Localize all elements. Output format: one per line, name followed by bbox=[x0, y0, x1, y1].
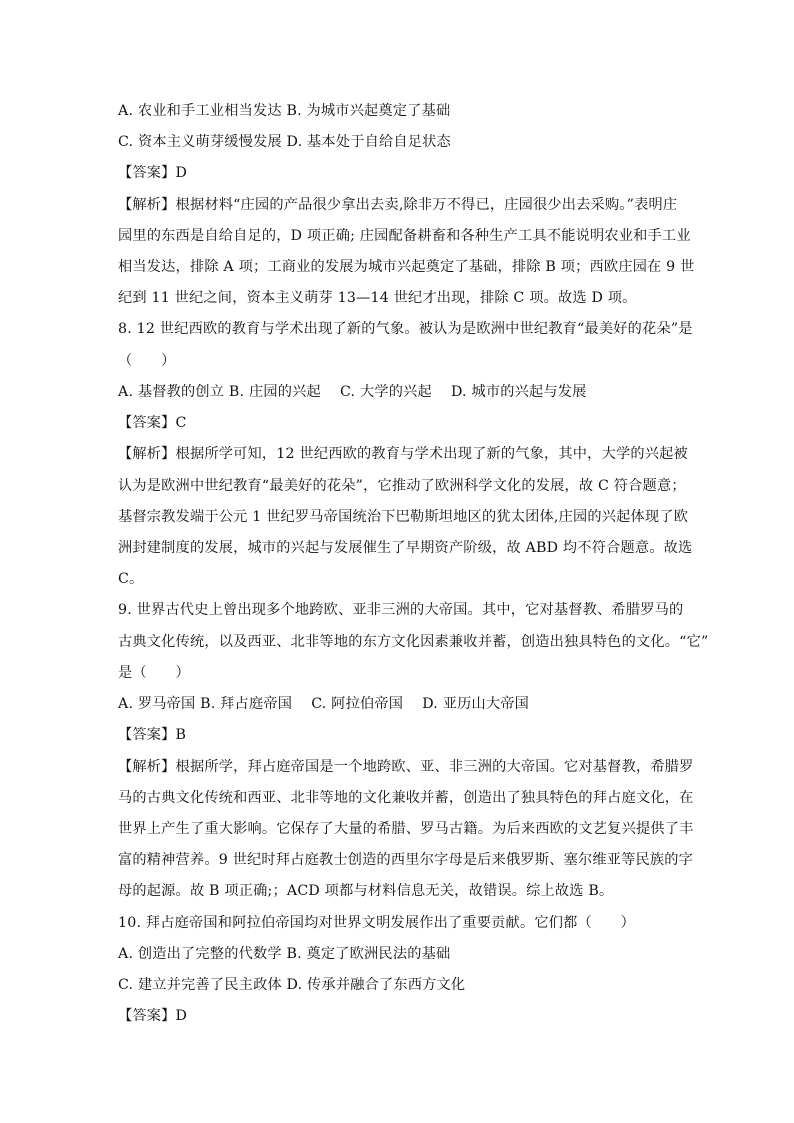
analysis-line: 母的起源。故 B 项正确;；ACD 项都与材料信息无关，故错误。综上故选 B。 bbox=[118, 883, 614, 899]
analysis-line: 纪到 11 世纪之间，资本主义萌芽 13—14 世纪才出现，排除 C 项。故选 D 项。 bbox=[118, 290, 637, 306]
option-line: A. 农业和手工业相当发达 B. 为城市兴起奠定了基础 bbox=[118, 103, 451, 119]
answer-line: 【答案】D bbox=[118, 1008, 188, 1024]
analysis-line: 认为是欧洲中世纪教育“最美好的花朵”，它推动了欧洲科学文化的发展，故 C 符合题意； bbox=[118, 478, 686, 494]
analysis-line: 洲封建制度的发展，城市的兴起与发展催生了早期资产阶级，故 ABD 均不符合题意。故选 bbox=[118, 540, 693, 556]
analysis-line: 【解析】根据所学可知，12 世纪西欧的教育与学术出现了新的气象，其中，大学的兴起被 bbox=[118, 446, 688, 462]
option-line: A. 基督教的创立 B. 庄园的兴起 C. 大学的兴起 D. 城市的兴起与发展 bbox=[118, 384, 587, 400]
option-line: C. 资本主义萌芽缓慢发展 D. 基本处于自给自足状态 bbox=[118, 134, 451, 150]
option-line: A. 罗马帝国 B. 拜占庭帝国 C. 阿拉伯帝国 D. 亚历山大帝国 bbox=[118, 696, 530, 712]
question-line: 10. 拜占庭帝国和阿拉伯帝国均对世界文明发展作出了重要贡献。它们都（ ） bbox=[118, 915, 636, 931]
analysis-line: 园里的东西是自给自足的，D 项正确; 庄园配备耕畜和各种生产工具不能说明农业和手工业 bbox=[118, 228, 691, 244]
analysis-line: 马的古典文化传统和西亚、北非等地的文化兼收并蓄，创造出了独具特色的拜占庭文化，在 bbox=[118, 790, 694, 806]
analysis-line: 相当发达，排除 A 项；工商业的发展为城市兴起奠定了基础，排除 B 项；西欧庄园在 9 世 bbox=[118, 259, 695, 275]
question-line: 古典文化传统，以及西亚、北非等地的东方文化因素兼收并蓄，创造出独具特色的文化。“它” bbox=[118, 634, 709, 650]
option-line: C. 建立并完善了民主政体 D. 传承并融合了东西方文化 bbox=[118, 977, 466, 993]
analysis-line: 世界上产生了重大影响。它保存了大量的希腊、罗马古籍。为后来西欧的文艺复兴提供了丰 bbox=[118, 821, 694, 837]
analysis-line: 基督宗教发端于公元 1 世纪罗马帝国统治下巴勒斯坦地区的犹太团体,庄园的兴起体现了欧 bbox=[118, 509, 689, 525]
option-line: A. 创造出了完整的代数学 B. 奠定了欧洲民法的基础 bbox=[118, 946, 451, 962]
analysis-line: 富的精神营养。9 世纪时拜占庭教士创造的西里尔字母是后来俄罗斯、塞尔维亚等民族的字 bbox=[118, 852, 694, 868]
answer-line: 【答案】D bbox=[118, 165, 188, 181]
answer-line: 【答案】B bbox=[118, 727, 187, 743]
question-line: （ ） bbox=[118, 353, 176, 369]
question-line: 8. 12 世纪西欧的教育与学术出现了新的气象。被认为是欧洲中世纪教育“最美好的花朵”是 bbox=[118, 321, 693, 337]
analysis-line: 【解析】根据所学，拜占庭帝国是一个地跨欧、亚、非三洲的大帝国。它对基督教，希腊罗 bbox=[118, 759, 694, 775]
question-line: 9. 世界古代史上曾出现多个地跨欧、亚非三洲的大帝国。其中，它对基督教、希腊罗马的 bbox=[118, 602, 684, 618]
analysis-line: 【解析】根据材料“庄园的产品很少拿出去卖,除非万不得已，庄园很少出去采购。”表明庄 bbox=[118, 197, 678, 213]
answer-line: 【答案】C bbox=[118, 415, 187, 431]
question-line: 是（ ） bbox=[118, 665, 190, 681]
analysis-line: C。 bbox=[118, 571, 144, 587]
